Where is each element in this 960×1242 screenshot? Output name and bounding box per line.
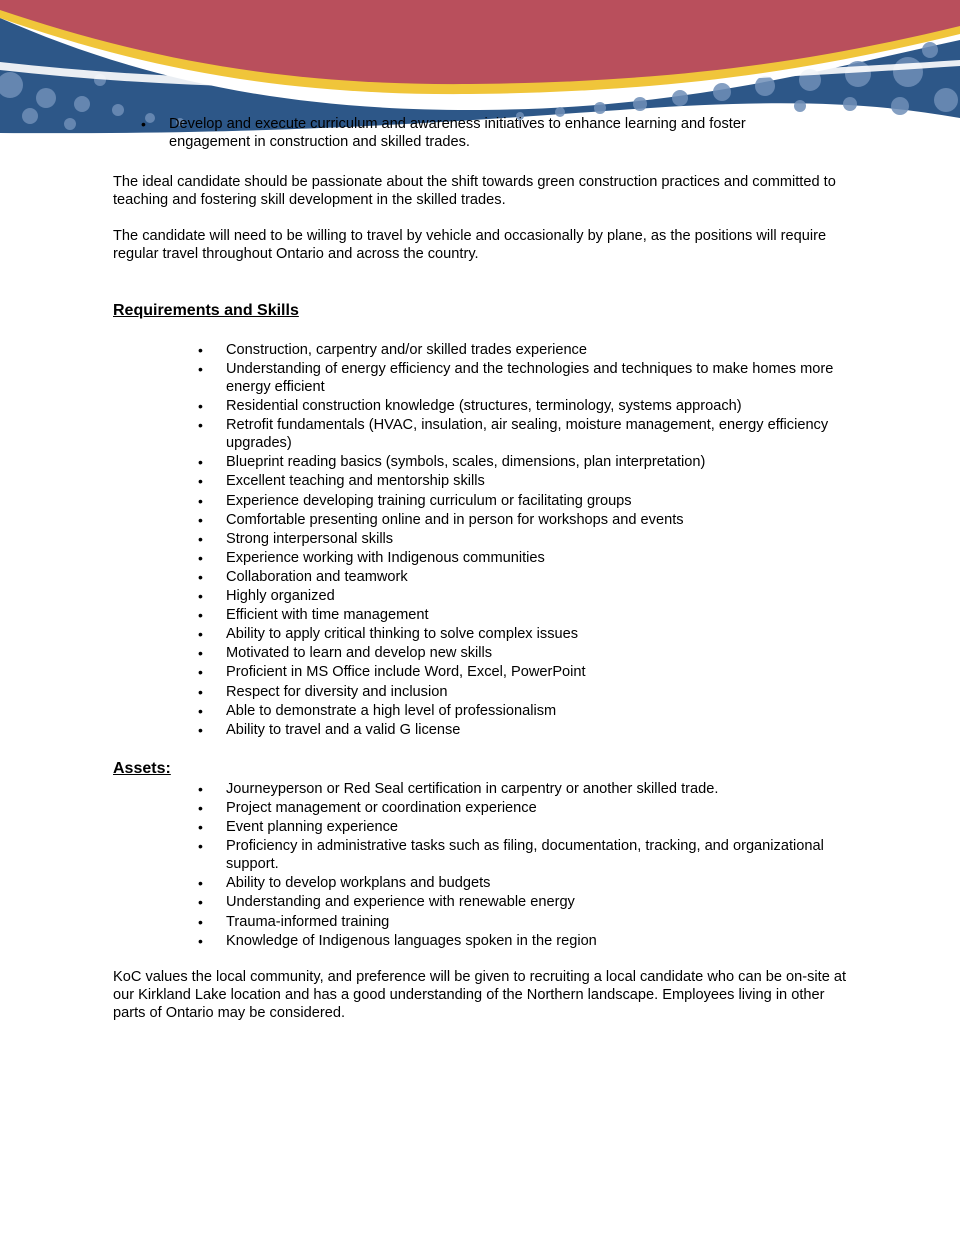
bullet-icon: • (198, 932, 203, 949)
bullet-icon: • (198, 913, 203, 930)
bullet-icon: • (198, 875, 203, 892)
bullet-icon: • (198, 361, 203, 378)
list-item: • Construction, carpentry and/or skilled trades experience (198, 342, 587, 358)
bullet-icon: • (198, 894, 203, 911)
list-item: • Blueprint reading basics (symbols, scales, dimensions, plan interpretation) (198, 454, 706, 471)
list-item: • Develop and execute curriculum and awareness initiatives to enhance learning and foster engagement in construction and skilled trades. (141, 116, 746, 150)
travel-paragraph: The candidate will need to be willing to travel by vehicle and occasionally by plane, as the positions will require regular travel throughout Ontario and across the country. (113, 228, 827, 262)
bullet-icon: • (198, 819, 203, 836)
list-item: • Residential construction knowledge (structures, terminology, systems approach) (198, 398, 742, 415)
bullet-icon: • (141, 116, 146, 132)
list-item: • Excellent teaching and mentorship skills (198, 473, 485, 490)
bullet-icon: • (198, 626, 203, 643)
list-item: • Ability to travel and a valid G license (198, 721, 461, 738)
bullet-icon: • (198, 664, 203, 681)
list-item: • Understanding and experience with renewable energy (198, 894, 575, 911)
list-item: • Knowledge of Indigenous languages spoken in the region (198, 932, 597, 949)
list-item: • Highly organized (198, 588, 335, 605)
bullet-icon: • (198, 645, 203, 662)
top-bullet-list (141, 115, 809, 151)
list-item: • Ability to develop workplans and budgets (198, 875, 491, 892)
ideal-candidate-paragraph: The ideal candidate should be passionate about the shift towards green construction practices and committed to teaching and fostering skill development in the skilled trades. (113, 174, 836, 208)
bullet-icon: • (198, 588, 203, 605)
bullet-icon: • (198, 473, 203, 490)
list-item: • Collaboration and teamwork (198, 568, 408, 585)
list-item: • Proficiency in administrative tasks such as filing, documentation, tracking, and organizational support. (198, 838, 824, 873)
list-item: • Able to demonstrate a high level of professionalism (198, 702, 557, 719)
bullet-icon: • (198, 492, 203, 509)
list-item: • Event planning experience (198, 819, 399, 836)
bullet-icon: • (198, 683, 203, 700)
list-item: • Project management or coordination experience (198, 800, 537, 817)
bullet-icon: • (198, 568, 203, 585)
bullet-icon: • (198, 607, 203, 624)
list-item: • Ability to apply critical thinking to solve complex issues (198, 626, 579, 643)
list-item: • Strong interpersonal skills (198, 530, 394, 547)
bullet-icon: • (198, 549, 203, 566)
bullet-icon: • (198, 702, 203, 719)
requirements-list (198, 341, 851, 740)
bullet-icon: • (198, 398, 203, 415)
bullet-icon: • (198, 781, 203, 797)
assets-heading: Assets: (113, 760, 171, 777)
bullet-icon: • (198, 511, 203, 528)
list-item: • Respect for diversity and inclusion (198, 683, 448, 700)
bullet-icon: • (198, 838, 203, 855)
assets-list (198, 780, 851, 951)
list-item: • Motivated to learn and develop new skills (198, 645, 493, 662)
requirements-heading: Requirements and Skills (113, 302, 299, 319)
list-item: • Experience working with Indigenous communities (198, 549, 545, 566)
bullet-icon: • (198, 800, 203, 817)
list-item: • Proficient in MS Office include Word, Excel, PowerPoint (198, 664, 586, 681)
bullet-icon: • (198, 454, 203, 471)
list-item: • Understanding of energy efficiency and the technologies and techniques to make homes more energy efficient (198, 361, 834, 396)
bullet-icon: • (198, 721, 203, 738)
closing-paragraph: KoC values the local community, and preference will be given to recruiting a local candidate who can be on-site at our Kirkland Lake location and has a good understanding of the Northern landscape. Employees living in other parts of Ontario may be considered. (113, 969, 847, 1021)
bullet-icon: • (198, 342, 203, 358)
list-item: • Experience developing training curriculum or facilitating groups (198, 492, 632, 509)
list-item: • Efficient with time management (198, 607, 429, 624)
bullet-icon: • (198, 530, 203, 547)
list-item: • Retrofit fundamentals (HVAC, insulation, air sealing, moisture management, energy efficiency upgrades) (198, 417, 829, 452)
list-item: • Comfortable presenting online and in person for workshops and events (198, 511, 684, 528)
list-item: • Trauma-informed training (198, 913, 390, 930)
bullet-icon: • (198, 417, 203, 434)
list-item: • Journeyperson or Red Seal certification in carpentry or another skilled trade. (198, 781, 719, 797)
